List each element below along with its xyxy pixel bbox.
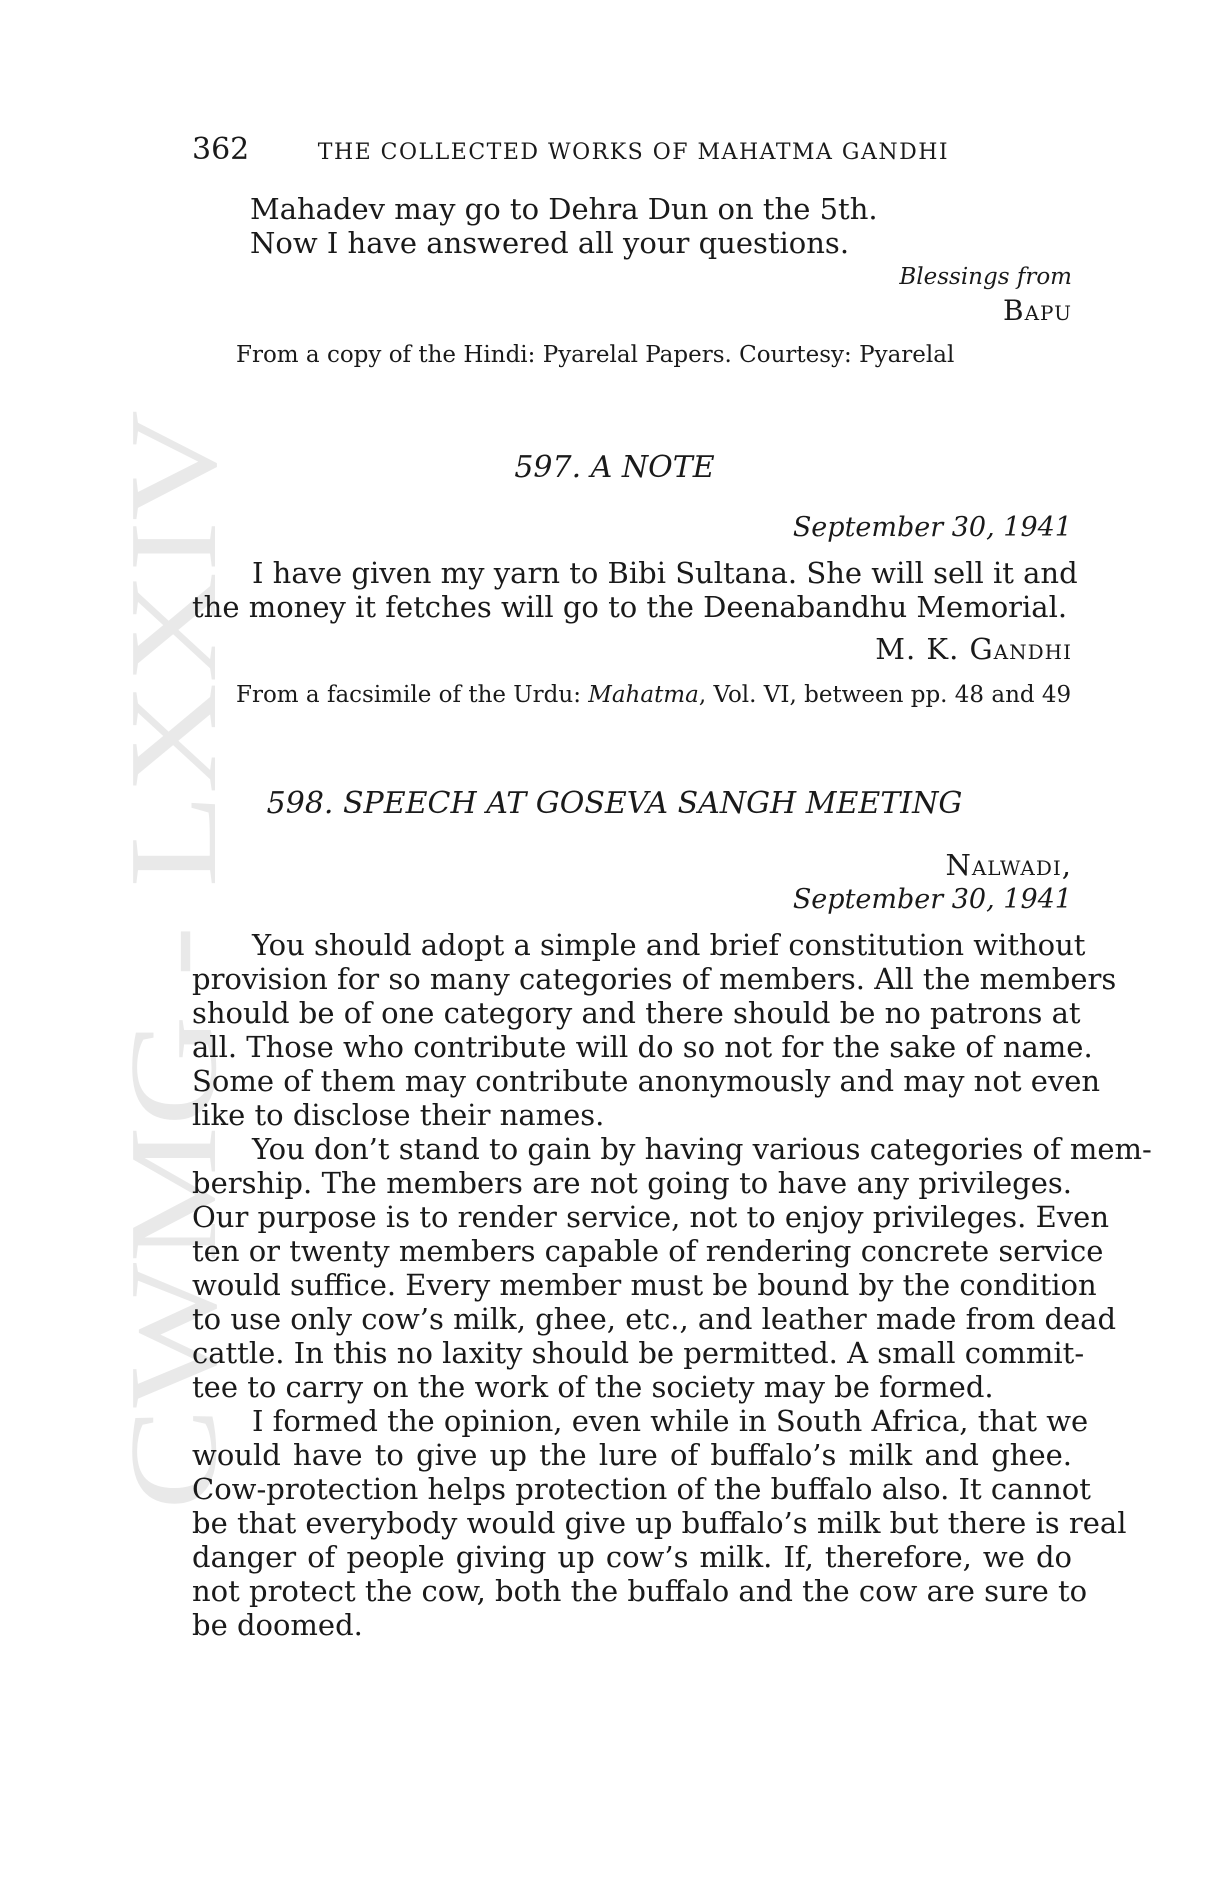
text-line: Now I have answered all your questions. — [250, 226, 850, 260]
source-title: Mahatma — [588, 682, 699, 708]
section-heading: 597. A NOTE — [514, 450, 715, 485]
text-line: be that everybody would give up buffalo’s milk but there is real — [192, 1506, 1127, 1540]
text-line: Cow-protection helps protection of the buffalo also. It cannot — [192, 1472, 1091, 1506]
text-line: You should adopt a simple and brief constitution without — [252, 928, 1086, 962]
section-date: September 30, 1941 — [792, 884, 1072, 915]
text-line: would suffice. Every member must be bound by the condition — [192, 1268, 1097, 1302]
book-title: THE COLLECTED WORKS OF MAHATMA GANDHI — [317, 140, 950, 165]
text-line: danger of people giving up cow’s milk. If, therefore, we do — [192, 1540, 1072, 1574]
text-line: Our purpose is to render service, not to enjoy privileges. Even — [192, 1200, 1110, 1234]
text-line: would have to give up the lure of buffalo’s milk and ghee. — [192, 1438, 1072, 1472]
section-body — [192, 556, 1078, 624]
text-line: like to disclose their names. — [192, 1098, 605, 1132]
source-suffix: , Vol. VI, between pp. 48 and 49 — [698, 682, 1072, 708]
text-line: be doomed. — [192, 1608, 363, 1642]
text-line: ten or twenty members capable of rendering concrete service — [192, 1234, 1104, 1268]
letter-signature: Bapu — [1003, 294, 1072, 327]
text-line: Some of them may contribute anonymously and may not even — [192, 1064, 1101, 1098]
text-line: tee to carry on the work of the society may be formed. — [192, 1370, 994, 1404]
text-line: all. Those who contribute will do so not for the sake of name. — [192, 1030, 1093, 1064]
section-heading: 598. SPEECH AT GOSEVA SANGH MEETING — [266, 786, 963, 821]
watermark-text: CWMG - LXXIV — [105, 614, 243, 1510]
text-line: You don’t stand to gain by having various categories of mem- — [252, 1132, 1152, 1166]
text-line: the money it fetches will go to the Deenabandhu Memorial. — [192, 590, 1068, 624]
paragraph — [192, 928, 1117, 1132]
closing-blessings: Blessings from — [899, 264, 1072, 290]
letter-end-body — [250, 192, 880, 260]
speech-body — [192, 928, 1152, 1642]
source-prefix: From a facsimile of the Urdu: — [236, 682, 589, 708]
running-header — [192, 132, 1072, 167]
source-note: From a copy of the Hindi: Pyarelal Papers. Courtesy: Pyarelal — [236, 342, 955, 368]
text-line: provision for so many categories of members. All the members — [192, 962, 1117, 996]
text-line: should be of one category and there should be no patrons at — [192, 996, 1081, 1030]
page-number: 362 — [192, 132, 250, 167]
text-line: cattle. In this no laxity should be permitted. A small commit- — [192, 1336, 1085, 1370]
paragraph — [192, 1132, 1152, 1404]
source-note — [236, 682, 1071, 708]
text-line: to use only cow’s milk, ghee, etc., and leather made from dead — [192, 1302, 1117, 1336]
text-line: I formed the opinion, even while in South Africa, that we — [252, 1404, 1089, 1438]
section-signature: M. K. Gandhi — [875, 632, 1072, 666]
text-line: Mahadev may go to Dehra Dun on the 5th. — [250, 192, 878, 226]
paragraph — [192, 1404, 1127, 1642]
text-line: bership. The members are not going to have any privileges. — [192, 1166, 1072, 1200]
section-place: Nalwadi, — [945, 848, 1072, 882]
text-line: I have given my yarn to Bibi Sultana. She will sell it and — [252, 556, 1078, 590]
section-date: September 30, 1941 — [792, 512, 1072, 543]
text-line: not protect the cow, both the buffalo and the cow are sure to — [192, 1574, 1088, 1608]
